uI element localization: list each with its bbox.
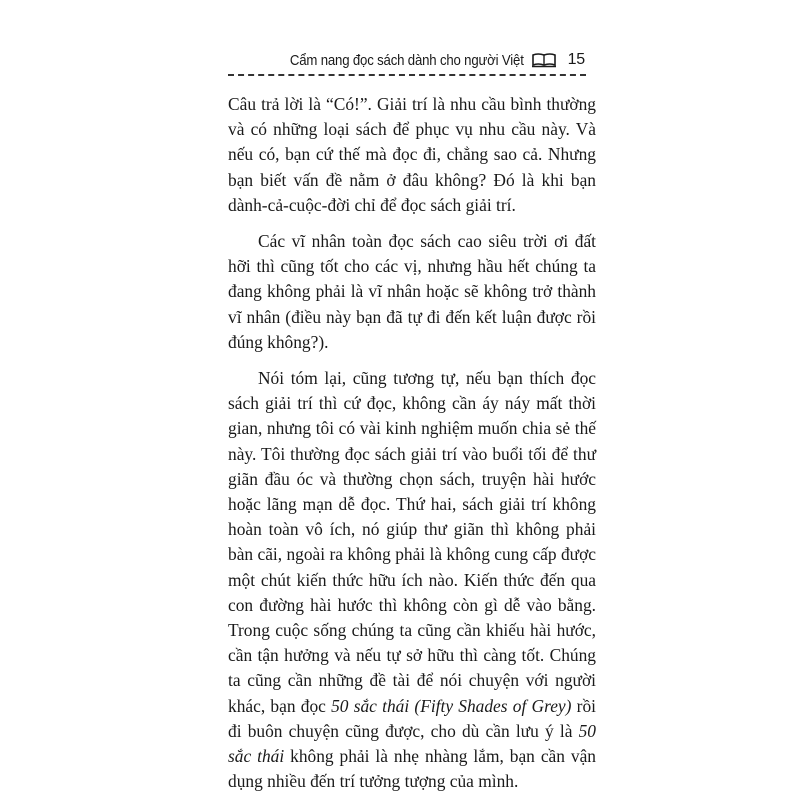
paragraph-2: Các vĩ nhân toàn đọc sách cao siêu trời ơi đất hỡi thì cũng tốt cho các vị, nhưng hầu hết chúng ta đang không phải là vĩ nhân hoặc sẽ không trở thành vĩ nhân (điều này bạn đã tự đi đến kết luận được rồi đúng không?). [228,231,596,352]
paragraph-3-text-3: không phải là nhẹ nhàng lắm, bạn cần vận dụng nhiều đến trí tưởng tượng của mình. [228,746,597,792]
paragraph-3-text-1: Nói tóm lại, cũng tương tự, nếu bạn thích đọc sách giải trí thì cứ đọc, không cần áy náy mất thời gian, nhưng tôi có vài kinh nghiệm muốn chia sẻ thế này. Tôi thường đọc sách giải trí vào buổi tối để thư giãn đầu óc và thường chọn sách, truyện hài hước hoặc lãng mạn dễ đọc. Thứ hai, sách giải trí không hoàn toàn vô ích, nó giúp thư giãn thì không phải bàn cãi, ngoài ra không phải là không cung cấp được một chút kiến thức hữu ích nào. Kiến thức đến qua con đường hài hước thì không còn gì dễ vào bằng. Trong cuộc sống chúng ta cũng cần khiếu hài hước, cần tận hưởng và nếu tự sở hữu thì càng tốt. Chúng ta cũng cần những đề tài để nói chuyện với người khác, bạn đọc [228,368,596,716]
running-head [260,48,585,72]
book-title-italic-2: 50 sắc thái [228,720,596,767]
body-text [228,92,596,805]
paragraph-1: Câu trả lời là “Có!”. Giải trí là nhu cầu bình thường và có những loại sách để phục vụ nhu cầu này. Và nếu có, bạn cứ thế mà đọc đi, chẳng sao cả. Nhưng bạn biết vấn đề nằm ở đâu không? Đó là khi bạn dành-cả-cuộc-đời chỉ để đọc sách giải trí. [228,94,596,215]
paragraph-3 [228,366,596,794]
header-dashed-rule [228,74,586,76]
paragraph-3-text-2: rồi đi buôn chuyện cũng được, cho dù cần lưu ý là [228,695,596,741]
running-head-title: Cẩm nang đọc sách dành cho người Việt [289,51,524,69]
book-title-italic-1: 50 sắc thái (Fifty Shades of Grey) [331,695,572,716]
open-book-icon [532,52,556,68]
page-number: 15 [567,51,585,68]
